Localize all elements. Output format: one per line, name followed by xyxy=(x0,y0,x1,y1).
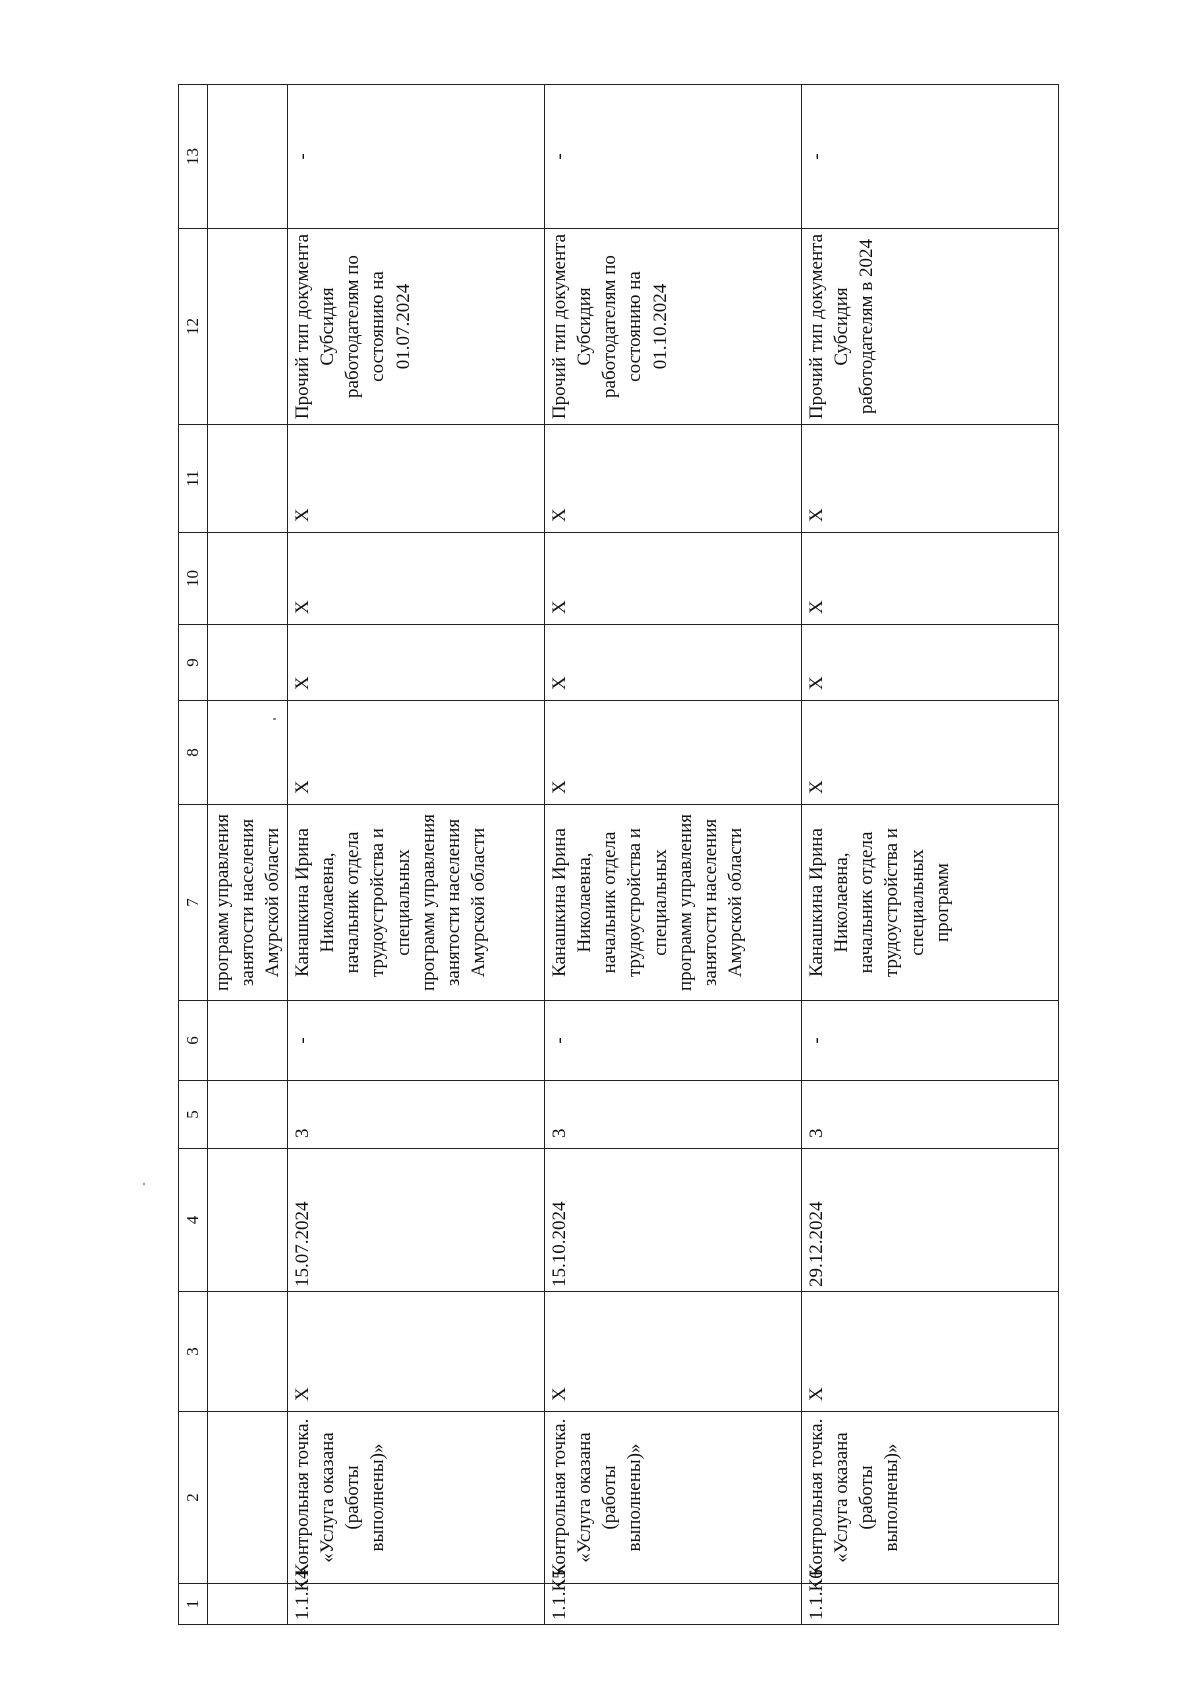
column-number: 1 xyxy=(179,1584,208,1625)
control-points-table xyxy=(178,84,1059,1625)
column-number: 10 xyxy=(179,533,208,625)
column-number: 9 xyxy=(179,625,208,701)
table-row xyxy=(288,85,545,1625)
row-id: 1.1.К6 xyxy=(802,1584,1059,1625)
column-number: 6 xyxy=(179,1001,208,1081)
cell-col13: - xyxy=(288,85,545,229)
table-row xyxy=(545,85,802,1625)
cell-col13: - xyxy=(545,85,802,229)
column-number-row xyxy=(179,85,208,1625)
control-point-name: Контрольная точка. «Услуга оказана (работы выполнены)» xyxy=(802,1412,1059,1584)
cell-col3: X xyxy=(288,1292,545,1412)
responsible-person: Канашкина Ирина Николаевна, начальник отдела трудоустройства и специальных программ управления занятости населения Амурской области xyxy=(545,805,802,1001)
document-type: Прочий тип документа Субсидия работодателям по состоянию на 01.10.2024 xyxy=(545,229,802,425)
cell-col11: X xyxy=(545,425,802,533)
row-id: 1.1.К4 xyxy=(288,1584,545,1625)
cell-col10 xyxy=(208,533,288,625)
cell-col10: X xyxy=(545,533,802,625)
date-cell: 15.07.2024 xyxy=(288,1149,545,1292)
cell-col6: - xyxy=(288,1001,545,1081)
cell-col9: X xyxy=(545,625,802,701)
cell-col3: X xyxy=(802,1292,1059,1412)
cell-col8: X xyxy=(802,701,1059,805)
column-number: 7 xyxy=(179,805,208,1001)
cell-col8: X xyxy=(545,701,802,805)
cell-col10: X xyxy=(802,533,1059,625)
cell-col11: X xyxy=(288,425,545,533)
column-number: 8 xyxy=(179,701,208,805)
cell-col12 xyxy=(208,229,288,425)
cell-col6: - xyxy=(802,1001,1059,1081)
document-type: Прочий тип документа Субсидия работодателям по состоянию на 01.07.2024 xyxy=(288,229,545,425)
column-number: 12 xyxy=(179,229,208,425)
continuation-row xyxy=(208,85,288,1625)
cell-col1 xyxy=(208,1584,288,1625)
control-point-name: Контрольная точка. «Услуга оказана (работы выполнены)» xyxy=(545,1412,802,1584)
table-row xyxy=(802,85,1059,1625)
cell-col2 xyxy=(208,1412,288,1584)
cell-col8 xyxy=(208,701,288,805)
cell-col11 xyxy=(208,425,288,533)
cell-col5 xyxy=(208,1081,288,1149)
cell-col6: - xyxy=(545,1001,802,1081)
cell-col3 xyxy=(208,1292,288,1412)
cell-col5: 3 xyxy=(545,1081,802,1149)
document-type: Прочий тип документа Субсидия работодателям в 2024 xyxy=(802,229,1059,425)
cell-col3: X xyxy=(545,1292,802,1412)
cell-col11: X xyxy=(802,425,1059,533)
responsible-person: Канашкина Ирина Николаевна, начальник отдела трудоустройства и специальных программ xyxy=(802,805,1059,1001)
control-point-name: Контрольная точка. «Услуга оказана (работы выполнены)» xyxy=(288,1412,545,1584)
cell-col5: 3 xyxy=(802,1081,1059,1149)
row-id: 1.1.К5 xyxy=(545,1584,802,1625)
date-cell: 15.10.2024 xyxy=(545,1149,802,1292)
cell-col5: 3 xyxy=(288,1081,545,1149)
column-number: 11 xyxy=(179,425,208,533)
cell-col9 xyxy=(208,625,288,701)
rotated-page xyxy=(178,85,1048,1625)
column-number: 13 xyxy=(179,85,208,229)
scan-speck xyxy=(143,1183,145,1185)
cell-col9: X xyxy=(802,625,1059,701)
cell-col4 xyxy=(208,1149,288,1292)
cell-col10: X xyxy=(288,533,545,625)
cell-col13 xyxy=(208,85,288,229)
cell-col6 xyxy=(208,1001,288,1081)
cell-col8: X xyxy=(288,701,545,805)
responsible-continuation: программ управления занятости населения Амурской области xyxy=(208,805,288,1001)
column-number: 5 xyxy=(179,1081,208,1149)
column-number: 4 xyxy=(179,1149,208,1292)
column-number: 3 xyxy=(179,1292,208,1412)
date-cell: 29.12.2024 xyxy=(802,1149,1059,1292)
cell-col9: X xyxy=(288,625,545,701)
column-number: 2 xyxy=(179,1412,208,1584)
responsible-person: Канашкина Ирина Николаевна, начальник отдела трудоустройства и специальных программ управления занятости населения Амурской области xyxy=(288,805,545,1001)
cell-col13: - xyxy=(802,85,1059,229)
